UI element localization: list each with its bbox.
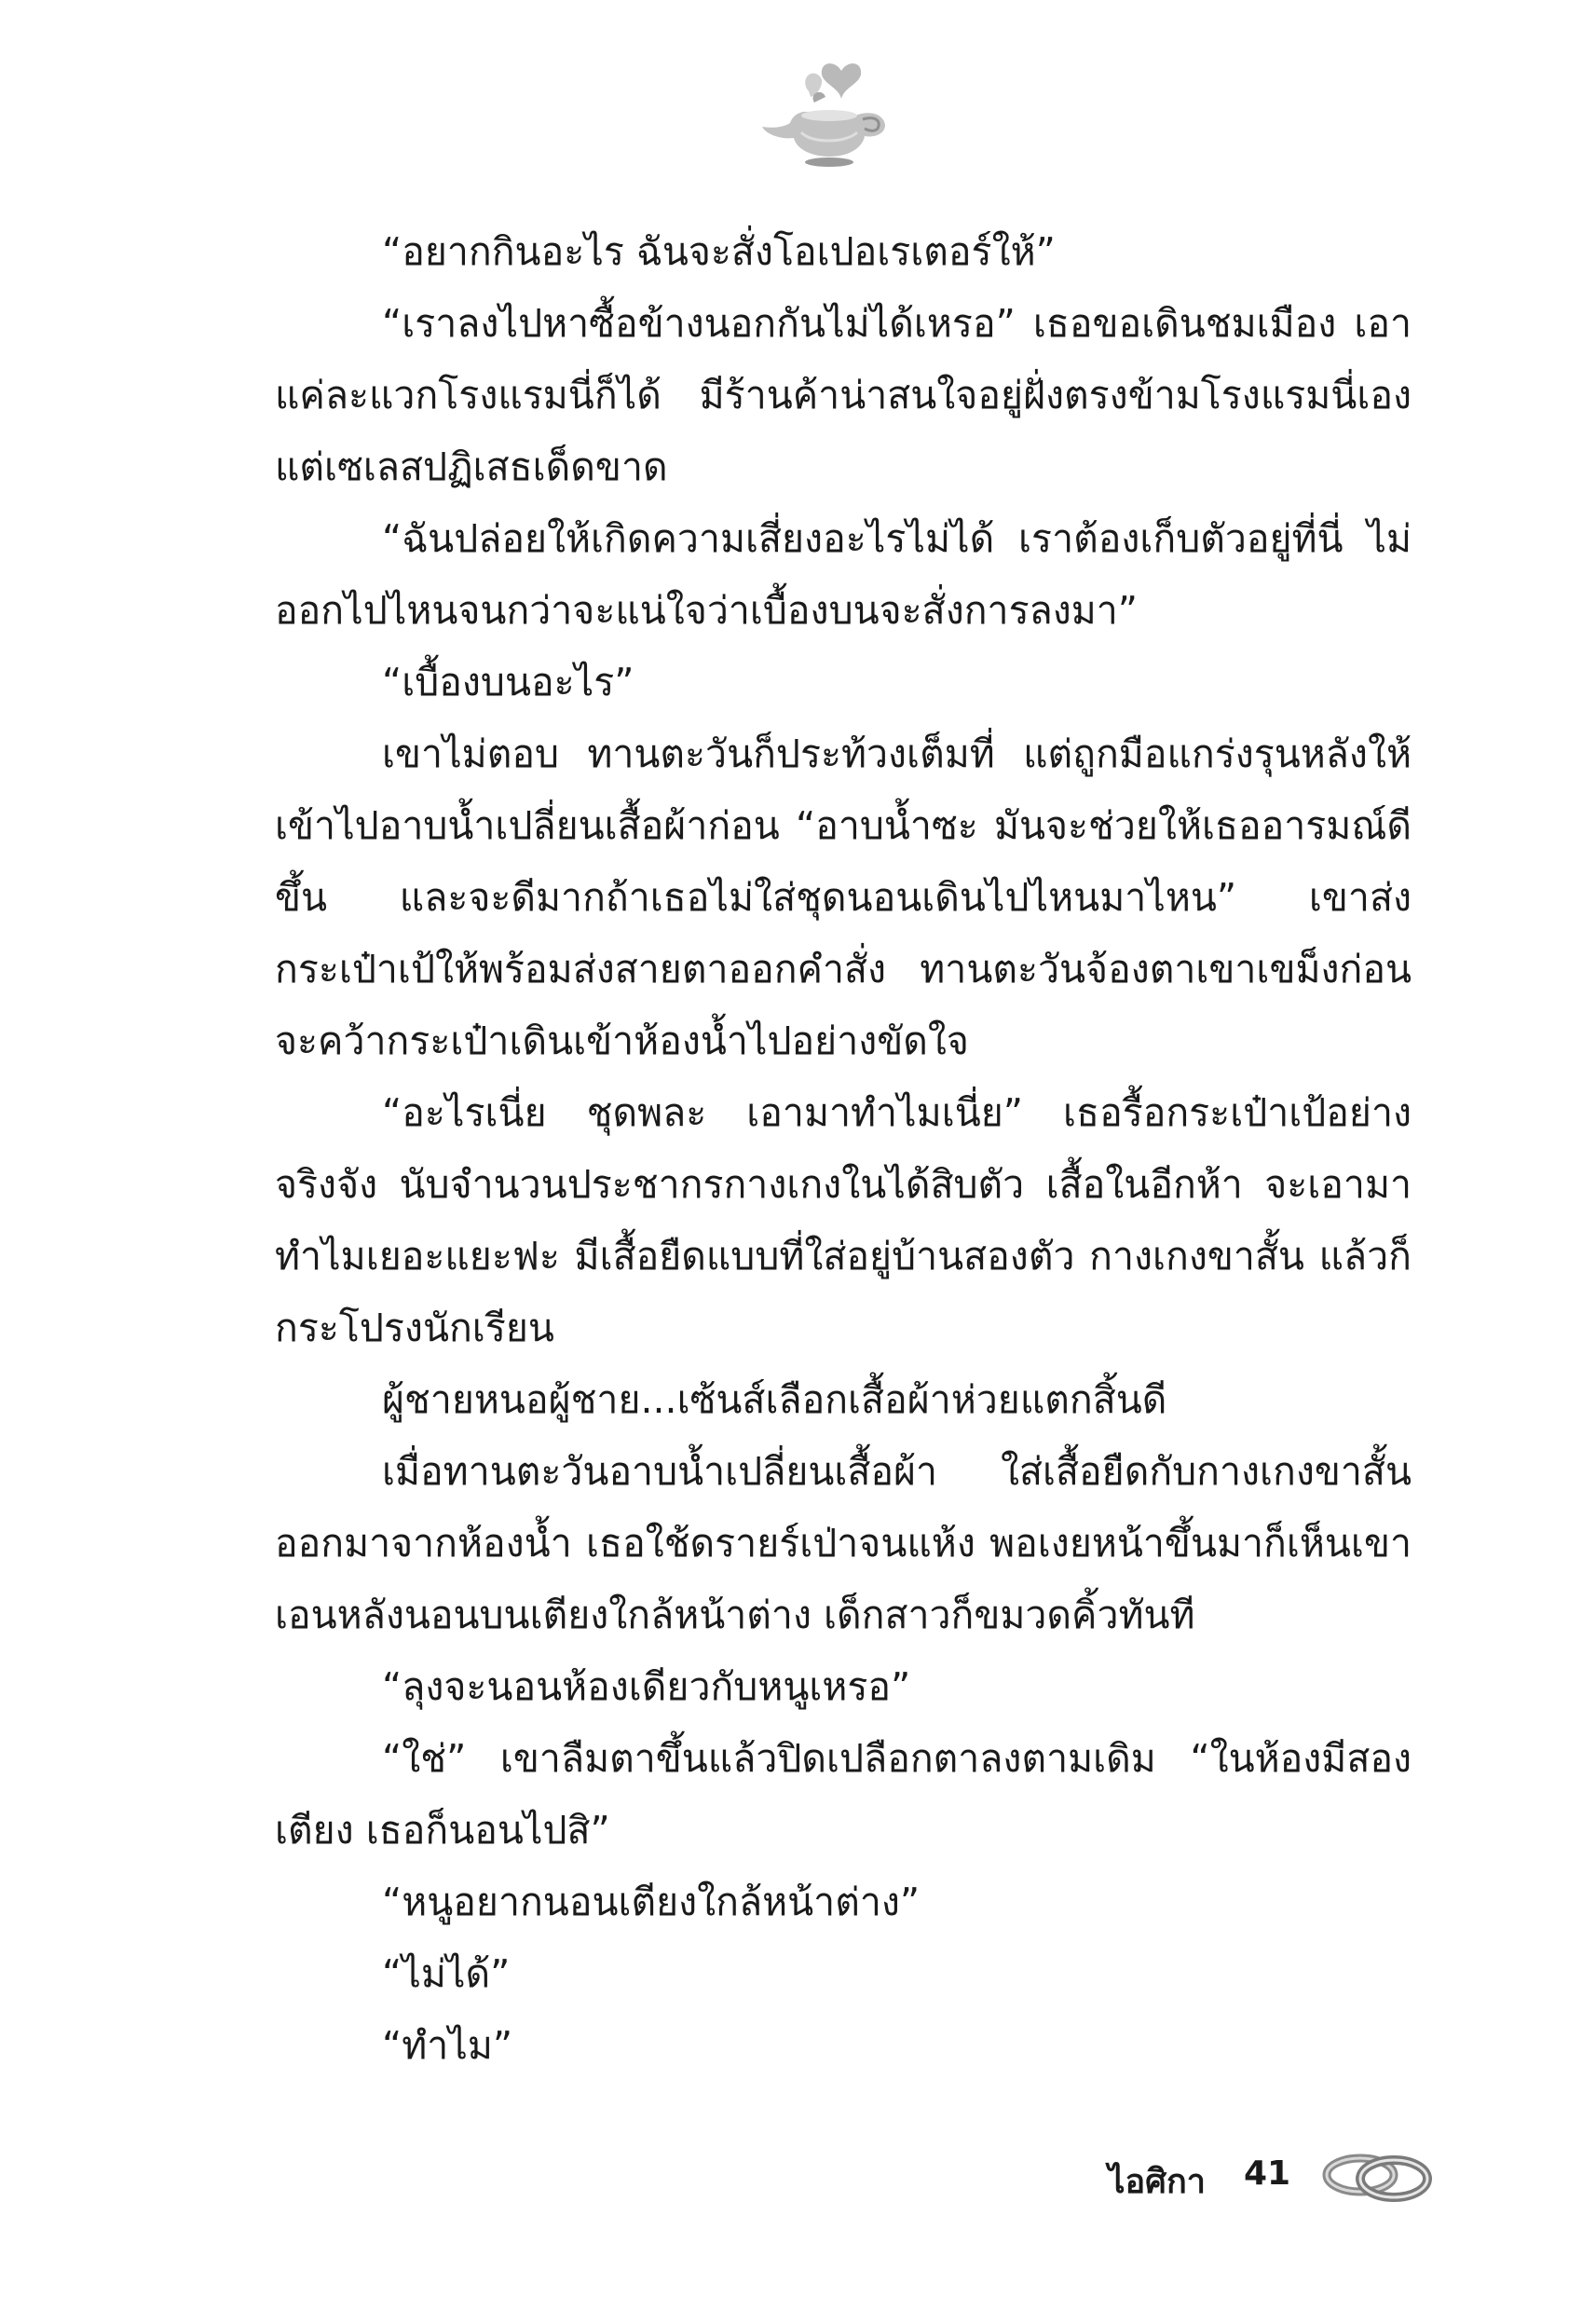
paragraph: “เราลงไปหาซื้อข้างนอกกันไม่ได้เหรอ” เธอขอเดินชมเมือง เอาแค่ละแวกโรงแรมนี่ก็ได้ มีร้านค้าน่าสนใจอยู่ฝั่งตรงข้ามโรงแรมนี่เอง แต่เซเลสปฏิเสธเด็ดขาด bbox=[275, 301, 1412, 489]
paragraph: “ฉันปล่อยให้เกิดความเสี่ยงอะไรไม่ได้ เราต้องเก็บตัวอยู่ที่นี่ ไม่ออกไปไหนจนกว่าจะแน่ใจว่าเบื้องบนจะสั่งการลงมา” bbox=[275, 516, 1412, 633]
paragraph: “ใช่” เขาลืมตาขึ้นแล้วปิดเปลือกตาลงตามเดิม “ในห้องมีสองเตียง เธอก็นอนไปสิ” bbox=[275, 1736, 1412, 1853]
paragraph: เขาไม่ตอบ ทานตะวันก็ประท้วงเต็มที่ แต่ถูกมือแกร่งรุนหลังให้เข้าไปอาบน้ำเปลี่ยนเสื้อผ้าก่อน “อาบน้ำซะ มันจะช่วยให้เธออารมณ์ดีขึ้น และจะดีมากถ้าเธอไม่ใส่ชุดนอนเดินไปไหนมาไหน” เขาส่งกระเป๋าเป้ให้พร้อมส่งสายตาออกคำสั่ง ทานตะวันจ้องตาเขาเขม็งก่อนจะคว้ากระเป๋าเดินเข้าห้องน้ำไปอย่างขัดใจ bbox=[275, 732, 1412, 1063]
paragraph: “อะไรเนี่ย ชุดพละ เอามาทำไมเนี่ย” เธอรื้อกระเป๋าเป้อย่างจริงจัง นับจำนวนประชากรกางเกงในได้สิบตัว เสื้อในอีกห้า จะเอามาทำไมเยอะแยะฟะ มีเสื้อยืดแบบที่ใส่อยู่บ้านสองตัว กางเกงขาสั้น แล้วก็กระโปรงนักเรียน bbox=[275, 1090, 1412, 1350]
footer-title: ไอศิกา bbox=[1108, 2163, 1206, 2201]
paragraph: “หนูอยากนอนเตียงใกล้หน้าต่าง” bbox=[382, 1880, 921, 1924]
paragraph: “ลุงจะนอนห้องเดียวกับหนูเหรอ” bbox=[382, 1664, 911, 1709]
paragraph: เมื่อทานตะวันอาบน้ำเปลี่ยนเสื้อผ้า ใส่เสื้อยืดกับกางเกงขาสั้นออกมาจากห้องน้ำ เธอใช้ดรายร์เป่าจนแห้ง พอเงยหน้าขึ้นมาก็เห็นเขาเอนหลังนอนบนเตียงใกล้หน้าต่าง เด็กสาวก็ขมวดคิ้วทันที bbox=[275, 1449, 1412, 1637]
page-number: 41 bbox=[1244, 2154, 1291, 2193]
body-text bbox=[275, 216, 1412, 2082]
page-footer bbox=[1099, 2141, 1435, 2216]
paragraph: “อยากกินอะไร ฉันจะสั่งโอเปอเรเตอร์ให้” bbox=[382, 229, 1056, 274]
rings-icon bbox=[1316, 2143, 1437, 2208]
paragraph: “ไม่ได้” bbox=[382, 1951, 511, 1996]
paragraph: “ทำไม” bbox=[382, 2023, 513, 2068]
paragraph: “เบื้องบนอะไร” bbox=[382, 660, 634, 704]
lamp-teapot-ornament-icon bbox=[753, 54, 902, 175]
paragraph: ผู้ชายหนอผู้ชาย...เซ้นส์เลือกเสื้อผ้าห่วยแตกสิ้นดี bbox=[382, 1377, 1167, 1422]
